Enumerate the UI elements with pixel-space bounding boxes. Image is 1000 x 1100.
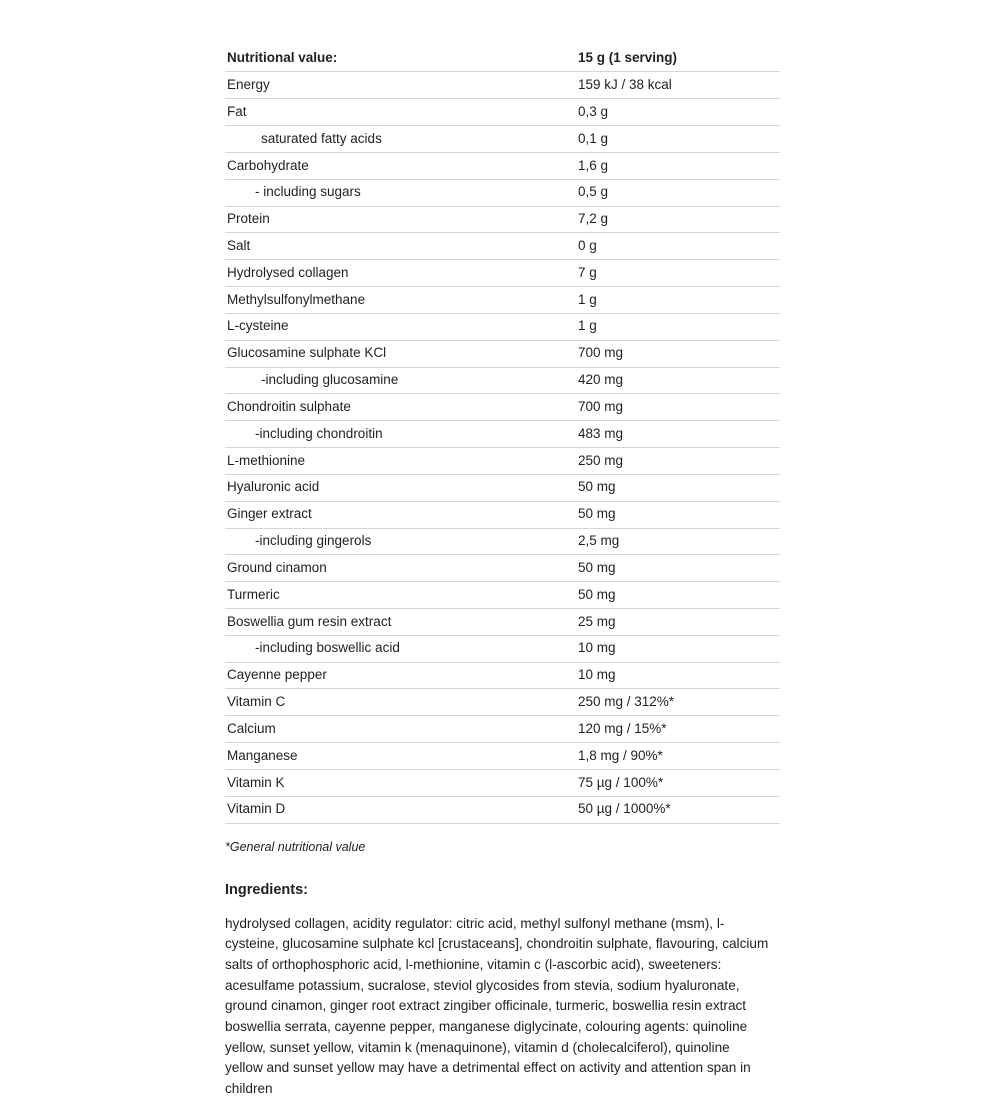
nutrient-name: saturated fatty acids xyxy=(225,126,576,153)
nutrient-value: 250 mg xyxy=(576,448,780,475)
table-row xyxy=(225,743,780,770)
table-row xyxy=(225,179,780,206)
nutrient-name: Turmeric xyxy=(225,582,576,609)
table-row xyxy=(225,689,780,716)
nutrient-value: 75 µg / 100%* xyxy=(576,769,780,796)
nutrient-name: -including boswellic acid xyxy=(225,635,576,662)
nutrient-name: - including sugars xyxy=(225,179,576,206)
nutrient-name: Hydrolysed collagen xyxy=(225,260,576,287)
table-row xyxy=(225,233,780,260)
table-row xyxy=(225,72,780,99)
table-row xyxy=(225,609,780,636)
nutrient-value: 250 mg / 312%* xyxy=(576,689,780,716)
table-row xyxy=(225,126,780,153)
nutrient-name: Manganese xyxy=(225,743,576,770)
nutrient-name: Glucosamine sulphate KCl xyxy=(225,340,576,367)
nutrient-name: L-methionine xyxy=(225,448,576,475)
table-row xyxy=(225,555,780,582)
nutrient-name: Calcium xyxy=(225,716,576,743)
nutrient-value: 2,5 mg xyxy=(576,528,780,555)
table-row xyxy=(225,474,780,501)
table-row xyxy=(225,635,780,662)
nutrient-value: 50 mg xyxy=(576,474,780,501)
nutrient-value: 50 mg xyxy=(576,555,780,582)
table-row xyxy=(225,769,780,796)
nutrient-value: 1 g xyxy=(576,313,780,340)
nutrient-name: -including gingerols xyxy=(225,528,576,555)
table-row xyxy=(225,206,780,233)
nutrient-name: Vitamin C xyxy=(225,689,576,716)
nutrient-value: 50 mg xyxy=(576,501,780,528)
nutrient-name: Methylsulfonylmethane xyxy=(225,287,576,314)
nutrient-value: 120 mg / 15%* xyxy=(576,716,780,743)
table-row xyxy=(225,716,780,743)
nutrient-name: -including chondroitin xyxy=(225,421,576,448)
nutrient-value: 10 mg xyxy=(576,635,780,662)
table-row xyxy=(225,528,780,555)
nutrition-table-body xyxy=(225,45,780,823)
nutrient-value: 700 mg xyxy=(576,340,780,367)
nutrient-value: 1,8 mg / 90%* xyxy=(576,743,780,770)
nutrient-name: L-cysteine xyxy=(225,313,576,340)
nutrient-value: 7 g xyxy=(576,260,780,287)
table-header-row xyxy=(225,45,780,72)
nutrient-name: Chondroitin sulphate xyxy=(225,394,576,421)
nutrient-name: Carbohydrate xyxy=(225,152,576,179)
nutrient-name: Vitamin D xyxy=(225,796,576,823)
nutrient-name: Protein xyxy=(225,206,576,233)
table-row xyxy=(225,260,780,287)
table-row xyxy=(225,152,780,179)
nutrient-name: Hyaluronic acid xyxy=(225,474,576,501)
table-header-name: Nutritional value: xyxy=(225,45,576,72)
nutrient-name: Energy xyxy=(225,72,576,99)
table-header-value: 15 g (1 serving) xyxy=(576,45,780,72)
nutrient-name: Fat xyxy=(225,99,576,126)
table-row xyxy=(225,796,780,823)
nutrient-name: Ginger extract xyxy=(225,501,576,528)
nutrient-value: 10 mg xyxy=(576,662,780,689)
nutrient-name: Ground cinamon xyxy=(225,555,576,582)
nutrient-value: 1,6 g xyxy=(576,152,780,179)
nutrient-value: 0 g xyxy=(576,233,780,260)
table-row xyxy=(225,421,780,448)
nutrient-value: 159 kJ / 38 kcal xyxy=(576,72,780,99)
nutrient-value: 25 mg xyxy=(576,609,780,636)
table-row xyxy=(225,340,780,367)
table-row xyxy=(225,662,780,689)
nutrient-name: Cayenne pepper xyxy=(225,662,576,689)
nutrient-value: 50 µg / 1000%* xyxy=(576,796,780,823)
table-row xyxy=(225,501,780,528)
ingredients-title: Ingredients: xyxy=(225,881,308,898)
nutrient-name: Salt xyxy=(225,233,576,260)
nutrition-footnote: *General nutritional value xyxy=(225,839,366,854)
nutrient-name: -including glucosamine xyxy=(225,367,576,394)
table-row xyxy=(225,367,780,394)
nutrient-value: 50 mg xyxy=(576,582,780,609)
table-row xyxy=(225,287,780,314)
nutrient-name: Boswellia gum resin extract xyxy=(225,609,576,636)
ingredients-text: hydrolysed collagen, acidity regulator: citric acid, methyl sulfonyl methane (msm), l-cysteine, glucosamine sulphate kcl [crustaceans], chondroitin sulphate, flavouring, calcium salts of orthophosphoric acid, l-methionine, vitamin c (l-ascorbic acid), sweeteners: acesulfame potassium, sucralose, steviol glycosides from stevia, sodium hyaluronate, ground cinamon, ginger root extract zingiber officinale, turmeric, boswellia resin extract boswellia serrata, cayenne pepper, manganese diglycinate, colouring agents: quinoline yellow, sunset yellow, vitamin k (menaquinone), vitamin d (cholecalciferol), quinoline yellow and sunset yellow may have a detrimental effect on activity and attention span in children xyxy=(225,915,769,1096)
nutrient-value: 0,3 g xyxy=(576,99,780,126)
nutrient-name: Vitamin K xyxy=(225,769,576,796)
nutrient-value: 0,5 g xyxy=(576,179,780,206)
nutrient-value: 7,2 g xyxy=(576,206,780,233)
nutrient-value: 483 mg xyxy=(576,421,780,448)
table-row xyxy=(225,313,780,340)
nutrient-value: 1 g xyxy=(576,287,780,314)
nutrient-value: 0,1 g xyxy=(576,126,780,153)
table-row xyxy=(225,99,780,126)
nutrient-value: 700 mg xyxy=(576,394,780,421)
nutrient-value: 420 mg xyxy=(576,367,780,394)
table-row xyxy=(225,394,780,421)
table-row xyxy=(225,582,780,609)
nutrition-table xyxy=(225,45,780,824)
table-row xyxy=(225,448,780,475)
